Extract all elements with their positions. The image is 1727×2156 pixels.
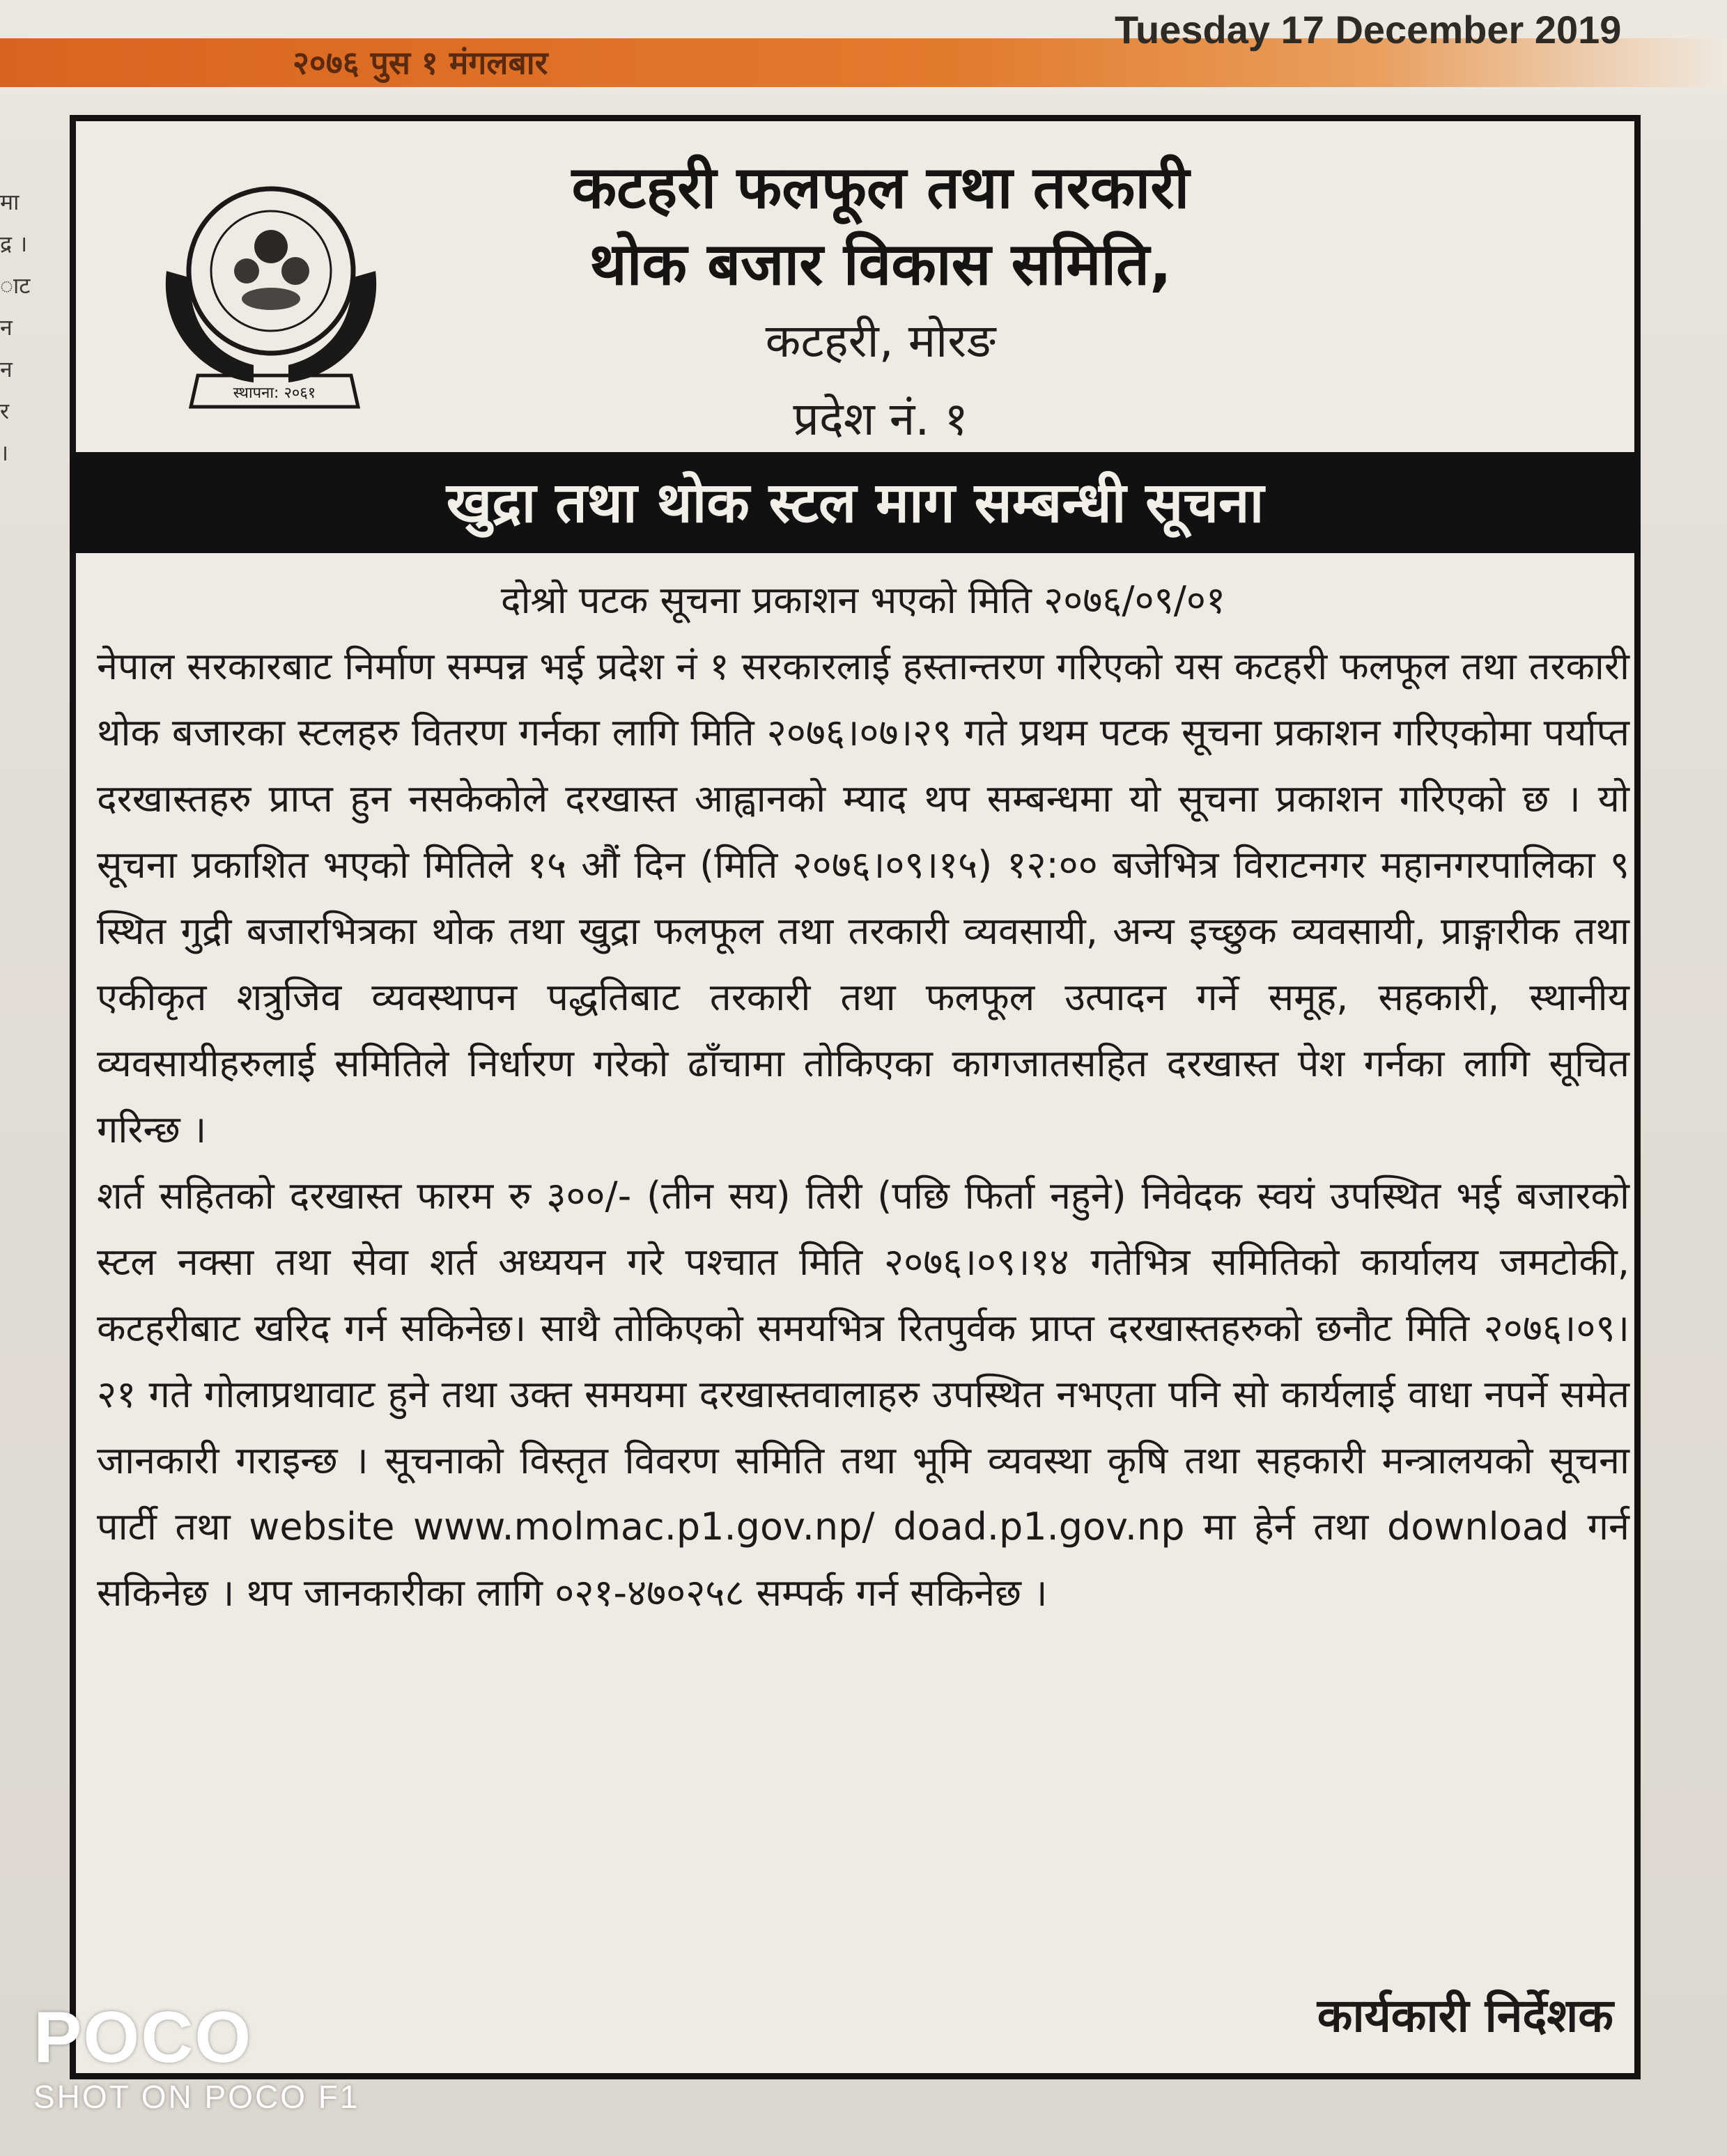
nepali-date: २०७६ पुस १ मंगलबार [293,44,548,82]
organization-name-line-2: थोक बजार विकास समिति, [589,230,1172,298]
column-fragment: न [0,314,13,341]
column-fragment: द्र । [0,231,28,257]
notice-title-banner: खुद्रा तथा थोक स्टल माग सम्बन्धी सूचना [70,452,1641,553]
signatory-title: कार्यकारी निर्देशक [1317,1989,1613,2042]
notice-paragraph-2: शर्त सहितको दरखास्त फारम रु ३००/- (तीन सय) तिरी (पछि फिर्ता नहुने) निवेदक स्वयं उपस्थित भई बजारको स्टल नक्सा तथा सेवा शर्त अध्ययन गरे पश्चात मिति २०७६।०९।१४ गतेभित्र समितिको कार्यालय जमटोकी, कटहरीबाट खरिद गर्न सकिनेछ। साथै तोकिएको समयभित्र रितपुर्वक प्राप्त दरखास्तहरुको छनौट मिति २०७६।०९।२१ गते गोलाप्रथावाट हुने तथा उक्त समयमा दरखास्तवालाहरु उपस्थित नभएता पनि सो कार्यलाई वाधा नपर्ने समेत जानकारी गराइन्छ । सूचनाको विस्तृत विवरण समिति तथा भूमि व्यवस्था कृषि तथा सहकारी मन्त्रालयको सूचना पार्टी तथा website www.molmac.p1.gov.np/ doad.p1.gov.np मा हेर्न तथा download गर्न सकिनेछ । थप जानकारीका लागि ०२१-४७०२५८ सम्पर्क गर्न सकिनेछ । [97,1174,1629,1615]
notice-box [70,115,1641,2079]
organization-name-line-1: कटहरी फलफूल तथा तरकारी [571,153,1190,222]
second-publication-date: दोश्रो पटक सूचना प्रकाशन भएको मिति २०७६/०९/०१ [500,578,1226,622]
column-fragment: । [0,440,9,466]
column-fragment: मा [0,189,20,215]
watermark-subtitle: SHOT ON POCO F1 [33,2079,360,2115]
hands-logo-icon [149,166,400,431]
organization-header [369,149,1393,458]
organization-location: कटहरी, मोरङ [765,314,996,368]
organization-province: प्रदेश नं. १ [793,392,968,446]
column-fragment: न [0,356,13,382]
notice-body [97,567,1629,1626]
notice-paragraph-1: नेपाल सरकारबाट निर्माण सम्पन्न भई प्रदेश नं १ सरकारलाई हस्तान्तरण गरिएको यस कटहरी फलफूल तथा तरकारी थोक बजारका स्टलहरु वितरण गर्नका लागि मिति २०७६।०७।२९ गते प्रथम पटक सूचना प्रकाशन गरिएकोमा पर्याप्त दरखास्तहरु प्राप्त हुन नसकेकोले दरखास्त आह्वानको म्याद थप सम्बन्धमा यो सूचना प्रकाशन गरिएको छ । यो सूचना प्रकाशित भएको मितिले १५ औं दिन (मिति २०७६।०९।१५) १२:०० बजेभित्र विराटनगर महानगरपालिका ९ स्थित गुद्री बजारभित्रका थोक तथा खुद्रा फलफूल तथा तरकारी व्यवसायी, अन्य इच्छुक व्यवसायी, प्राङ्गारीक तथा एकीकृत शत्रुजिव व्यवस्थापन पद्धतिबाट तरकारी तथा फलफूल उत्पादन गर्ने समूह, सहकारी, स्थानीय व्यवसायीहरुलाई समितिले निर्धारण गरेको ढाँचामा तोकिएका कागजातसहित दरखास्त पेश गर्नका लागि सूचित गरिन्छ । [97,644,1629,1151]
watermark-brand: POCO [33,1997,253,2078]
logo-caption: स्थापना: २०६१ [233,385,316,402]
english-date: Tuesday 17 December 2019 [1115,8,1622,52]
camera-watermark [33,1999,359,2118]
left-column-fragments [0,181,42,474]
column-fragment: ाट [0,272,31,299]
column-fragment: र [0,398,10,424]
